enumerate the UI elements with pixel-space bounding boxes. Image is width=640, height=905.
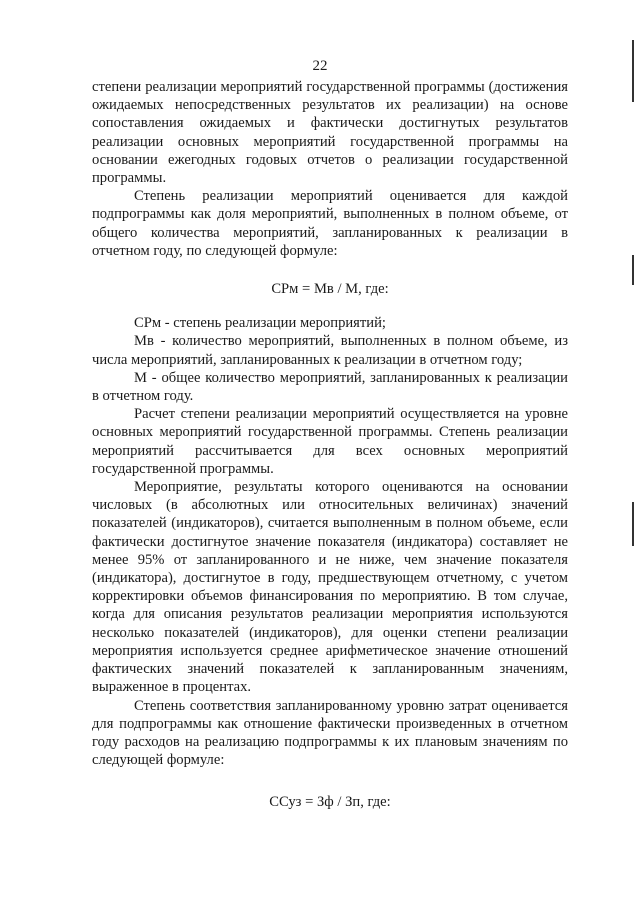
paragraph: Мероприятие, результаты которого оцениваются на основании числовых (в абсолютных или относительных величинах) значений показателей (индикаторов), считается выполненным в полном объеме, если фактически достигнутое значение показателя (индикатора) составляет не менее 95% от запланированного и не ниже, чем значение показателя (индикатора), достигнутое в году, предшествующем отчетному, с учетом корректировки объемов финансирования по мероприятию. В том случае, когда для описания результатов реализации мероприятия используются несколько показателей (индикаторов), для оценки степени реализации мероприятия используется среднее арифметическое значение отношений фактических значений показателей к запланированным значениям, выраженное в процентах.: [92, 479, 568, 696]
right-margin-line: [632, 40, 634, 102]
paragraph: Расчет степени реализации мероприятий осуществляется на уровне основных мероприятий государственной программы. Степень реализации мероприятий рассчитывается для всех основных мероприятий государственной программы.: [92, 406, 568, 477]
page-number: 22: [312, 58, 328, 74]
definition: М - общее количество мероприятий, запланированных к реализации в отчетном году.: [92, 369, 568, 405]
paragraph: степени реализации мероприятий государственной программы (достижения ожидаемых непосредственных результатов их реализации) на основе сопоставления ожидаемых и фактически достигнутых результатов реализации основных мероприятий государственной программы на основании ежегодных годовых отчетов о реализации государственной программы.: [92, 79, 568, 187]
right-margin-line: [632, 255, 634, 285]
formula: ССуз = Зф / Зп, где:: [269, 794, 391, 811]
paragraph: Степень реализации мероприятий оценивается для каждой подпрограммы как доля мероприятий, выполненных в полном объеме, от общего количества мероприятий, запланированных к реализации в отчетном году, по следующей формуле:: [92, 188, 568, 259]
definition: СРм - степень реализации мероприятий;: [134, 315, 386, 332]
paragraph: Степень соответствия запланированному уровню затрат оценивается для подпрограммы как отношение фактически произведенных в отчетном году расходов на реализацию подпрограммы к их плановым значениям по следующей формуле:: [92, 697, 568, 769]
definition: Мв - количество мероприятий, выполненных в полном объеме, из числа мероприятий, запланированных к реализации в отчетном году;: [92, 333, 568, 368]
document-body: [92, 78, 568, 812]
formula: СРм = Мв / М, где:: [271, 281, 389, 298]
right-margin-line: [632, 502, 634, 546]
